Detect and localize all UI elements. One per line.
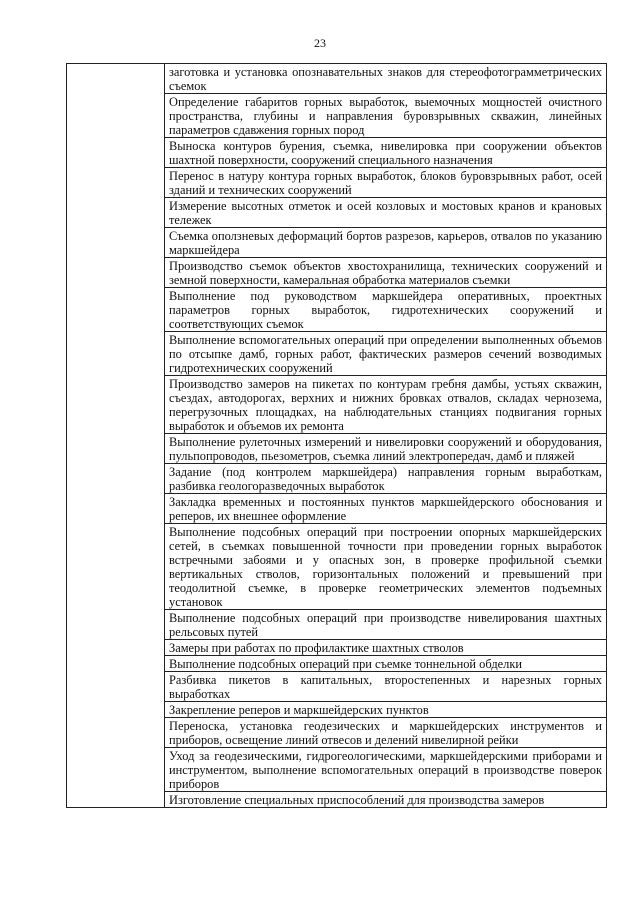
duty-cell (165, 718, 607, 748)
duty-text: Выполнение подсобных операций при построении опорных маркшейдерских сетей, в съемках повышенной точности при проведении горных выработок встречными забоями и у опасных зон, в проверке профильной съемки вертикальных стволов, горизонтальных положений и превышений при теодолитной съемке, в проверке геометрических элементов подъемных установок (169, 525, 602, 609)
duty-cell (165, 258, 607, 288)
duty-cell (165, 434, 607, 464)
duty-text: Выполнение подсобных операций при съемке тоннельной обделки (169, 657, 522, 671)
duty-text: Разбивка пикетов в капитальных, второстепенных и нарезных горных выработках (169, 673, 602, 701)
duty-cell (165, 376, 607, 434)
duty-cell (165, 198, 607, 228)
duty-text: Выполнение под руководством маркшейдера оперативных, проектных параметров горных выработок, гидротехнических сооружений и соответствующих съемок (169, 289, 602, 331)
duty-cell (165, 656, 607, 672)
duty-text: Закладка временных и постоянных пунктов маркшейдерского обоснования и реперов, их внешнее оформление (169, 495, 602, 523)
duty-cell (165, 524, 607, 610)
table-body (67, 64, 607, 808)
duty-text: Закрепление реперов и маркшейдерских пунктов (169, 703, 429, 717)
duty-cell (165, 94, 607, 138)
duty-text: Задание (под контролем маркшейдера) направления горным выработкам, разбивка геологоразведочных выработок (169, 465, 602, 493)
page-number: 23 (314, 36, 326, 50)
duty-text: Переноска, установка геодезических и маркшейдерских инструментов и приборов, освещение линий отвесов и делений нивелирной рейки (169, 719, 602, 747)
duty-cell (165, 748, 607, 792)
duties-table (66, 63, 607, 808)
duty-cell (165, 494, 607, 524)
duty-cell (165, 702, 607, 718)
duty-cell (165, 288, 607, 332)
table-row (67, 64, 607, 94)
duty-cell (165, 64, 607, 94)
duty-text: Замеры при работах по профилактике шахтных стволов (169, 641, 464, 655)
empty-left-cell (67, 64, 165, 808)
duty-text: Выполнение подсобных операций при производстве нивелирования шахтных рельсовых путей (169, 611, 602, 639)
duty-text: Выполнение вспомогательных операций при определении выполненных объемов по отсыпке дамб, горных работ, фактических размеров сечений возводимых гидротехнических сооружений (169, 333, 602, 375)
duty-text: Перенос в натуру контура горных выработок, блоков буровзрывных работ, осей зданий и технических сооружений (169, 169, 602, 197)
duty-text: Производство замеров на пикетах по контурам гребня дамбы, устьях скважин, съездах, автодорогах, верхних и нижних бровках отвалов, складах чернозема, перегрузочных площадках, на наблюдательных станциях подвигания горных выработок и объемов их ремонта (169, 377, 602, 433)
duty-text: заготовка и установка опознавательных знаков для стереофотограмметрических съемок (169, 65, 602, 93)
duty-text: Изготовление специальных приспособлений для производства замеров (169, 793, 545, 807)
duty-cell (165, 672, 607, 702)
duty-cell (165, 332, 607, 376)
duty-cell (165, 168, 607, 198)
duty-text: Уход за геодезическими, гидрогеологическими, маркшейдерскими приборами и инструментом, выполнение вспомогательных операций в производстве поверок приборов (169, 749, 602, 791)
duty-cell (165, 792, 607, 808)
duty-text: Определение габаритов горных выработок, выемочных мощностей очистного пространства, глубины и направления буровзрывных скважин, линейных параметров сдавжения горных пород (169, 95, 602, 137)
duty-cell (165, 464, 607, 494)
duty-cell (165, 640, 607, 656)
duty-text: Съемка оползневых деформаций бортов разрезов, карьеров, отвалов по указанию маркшейдера (169, 229, 602, 257)
duty-text: Производство съемок объектов хвостохранилища, технических сооружений и земной поверхности, камеральная обработка материалов съемки (169, 259, 602, 287)
duty-cell (165, 228, 607, 258)
duty-text: Выполнение рулеточных измерений и нивелировки сооружений и оборудования, пульпопроводов, пьезометров, съемка линий электропередач, дамб и пляжей (169, 435, 602, 463)
duty-cell (165, 138, 607, 168)
duty-cell (165, 610, 607, 640)
duty-text: Измерение высотных отметок и осей козловых и мостовых кранов и крановых тележек (169, 199, 602, 227)
duty-text: Выноска контуров бурения, съемка, нивелировка при сооружении объектов шахтной поверхности, сооружений специального назначения (169, 139, 602, 167)
